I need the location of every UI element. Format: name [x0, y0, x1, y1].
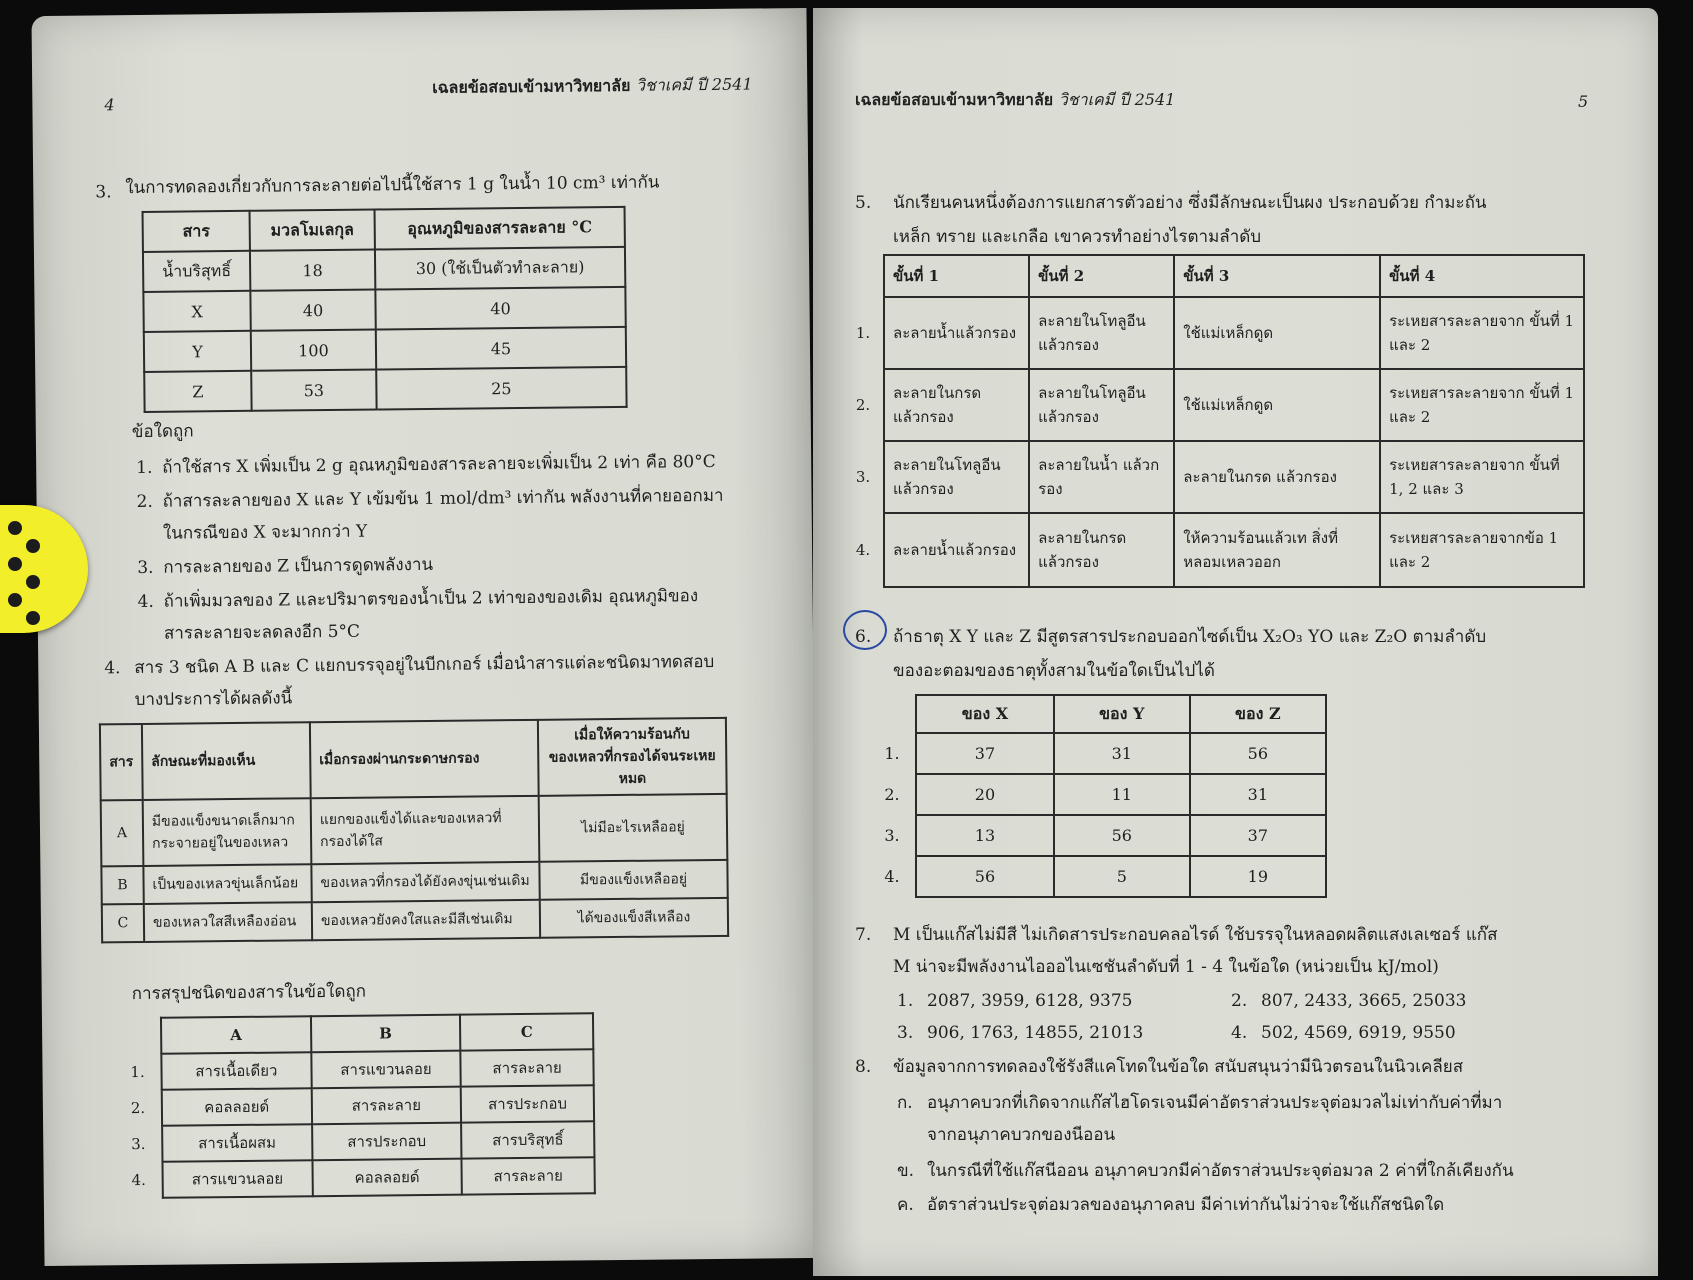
table-corner — [869, 695, 916, 733]
table-cell: ละลายน้ำแล้วกรอง — [884, 513, 1029, 587]
table-cell: 11 — [1054, 774, 1190, 815]
choice-number: 4. — [855, 541, 871, 559]
choice-number: 2. — [130, 1098, 146, 1118]
tab-dot — [26, 575, 40, 589]
page-number: 5 — [1578, 92, 1589, 111]
table-cell: 31 — [1190, 774, 1326, 815]
question-5-number: 5. — [855, 193, 872, 213]
table-cell: ของเหลวใสสีเหลืองอ่อน — [144, 902, 312, 942]
table-cell: ไม่มีอะไรเหลืออยู่ — [539, 794, 728, 862]
choice-text: 807, 2433, 3665, 25033 — [1261, 991, 1467, 1011]
table-cell: 31 — [1054, 733, 1190, 774]
choice-number: 4. — [137, 591, 154, 613]
choice-number: ค. — [897, 1195, 914, 1215]
table-cell: ละลายในโทลูอีน แล้วกรอง — [1029, 369, 1174, 441]
choice-text: 2087, 3959, 6128, 9375 — [927, 991, 1133, 1011]
table-header: ขั้นที่ 3 — [1174, 255, 1380, 297]
table-cell: ใช้แม่เหล็กดูด — [1174, 297, 1380, 369]
table-cell: ละลายน้ำแล้วกรอง — [884, 297, 1029, 369]
choice-number: 3. — [884, 826, 900, 845]
choice-number: 2. — [1231, 991, 1248, 1011]
table-header: ลักษณะที่มองเห็น — [142, 722, 311, 800]
question-4-answer-table — [114, 1012, 596, 1199]
table-cell: ระเหยสารละลายจาก ขั้นที่ 1 และ 2 — [1380, 369, 1584, 441]
question-3-stem: ในการทดลองเกี่ยวกับการละลายต่อไปนี้ใช้สาร 1 g ในน้ำ 10 cm³ เท่ากัน — [125, 172, 660, 199]
question-7-stem: M น่าจะมีพลังงานไอออไนเซชันลำดับที่ 1 - 4 ในข้อใด (หน่วยเป็น kJ/mol) — [893, 957, 1439, 977]
table-cell: 19 — [1190, 856, 1326, 897]
table-cell: 100 — [251, 330, 376, 371]
question-4-table — [99, 717, 729, 944]
choice-number: 4. — [131, 1170, 146, 1190]
question-4-number: 4. — [104, 658, 121, 679]
choice-number: 3. — [137, 557, 154, 579]
table-cell: สารละลาย — [462, 1157, 595, 1194]
table-corner — [843, 255, 884, 297]
table-cell: สารบริสุทธิ์ — [461, 1121, 594, 1158]
choice-number: 2. — [855, 396, 871, 414]
choice-number: 1. — [884, 744, 900, 763]
choice-number: 1. — [855, 324, 871, 342]
table-header: C — [460, 1013, 593, 1050]
question-5-stem: เหล็ก ทราย และเกลือ เขาควรทำอย่างไรตามลำดับ — [893, 227, 1262, 247]
table-cell: ระเหยสารละลายจากข้อ 1 และ 2 — [1380, 513, 1584, 587]
choice-number: 4. — [884, 867, 900, 886]
table-cell: สารละลาย — [311, 1087, 461, 1125]
table-cell: สารประกอบ — [461, 1085, 594, 1122]
tab-dot — [8, 557, 22, 571]
table-header: ของ X — [916, 695, 1054, 733]
question-4-stem: สาร 3 ชนิด A B และ C แยกบรรจุอยู่ในบีกเกอร์ เมื่อนำสารแต่ละชนิดมาทดสอบ — [134, 651, 715, 679]
table-cell: สารเนื้อเดียว — [161, 1052, 311, 1090]
table-cell: 13 — [916, 815, 1054, 856]
choice-number: 4. — [1231, 1023, 1248, 1043]
table-header: A — [161, 1016, 311, 1054]
question-6-stem: ของอะตอมของธาตุทั้งสามในข้อใดเป็นไปได้ — [893, 661, 1215, 681]
choice-text: ถ้าสารละลายของ X และ Y เข้มข้น 1 mol/dm³ เท่ากัน พลังงานที่คายออกมา — [162, 485, 724, 512]
table-cell: 20 — [916, 774, 1054, 815]
table-cell: 56 — [916, 856, 1054, 897]
table-cell: ละลายในกรด แล้วกรอง — [1174, 441, 1380, 513]
choice-number: 1. — [897, 991, 914, 1011]
table-header: เมื่อให้ความร้อนกับ ของเหลวที่กรองได้จนระเหยหมด — [538, 718, 727, 796]
table-cell: 25 — [376, 367, 626, 410]
table-cell: ละลายในกรด แล้วกรอง — [1029, 513, 1174, 587]
table-cell: X — [143, 291, 250, 332]
left-page — [31, 8, 819, 1266]
choice-number: 2. — [136, 491, 153, 513]
table-cell: 37 — [1190, 815, 1326, 856]
table-cell: มีของแข็งขนาดเล็กมาก กระจายอยู่ในของเหลว — [143, 798, 312, 866]
table-cell: แยกของแข็งได้และของเหลวที่ กรองได้ใส — [311, 796, 540, 864]
choice-number: 2. — [884, 785, 900, 804]
table-header: อุณหภูมิของสารละลาย °C — [374, 207, 624, 250]
table-cell: 56 — [1054, 815, 1190, 856]
table-header: สาร — [100, 724, 143, 800]
table-cell: ใช้แม่เหล็กดูด — [1174, 369, 1380, 441]
table-cell: 40 — [250, 290, 375, 331]
table-cell: สารแขวนลอย — [311, 1051, 461, 1089]
table-header: ของ Y — [1054, 695, 1190, 733]
choice-number: ข. — [897, 1161, 915, 1181]
table-cell: คอลลอยด์ — [162, 1088, 312, 1126]
table-cell: ระเหยสารละลายจาก ขั้นที่ 1, 2 และ 3 — [1380, 441, 1584, 513]
choice-text: การละลายของ Z เป็นการดูดพลังงาน — [163, 554, 434, 578]
choice-text: 906, 1763, 14855, 21013 — [927, 1023, 1144, 1043]
question-8-stem: ข้อมูลจากการทดลองใช้รังสีแคโทดในข้อใด สนับสนุนว่ามีนิวตรอนในนิวเคลียส — [893, 1057, 1464, 1077]
choice-number: 3. — [131, 1134, 146, 1154]
choice-text: ถ้าเพิ่มมวลของ Z และปริมาตรของน้ำเป็น 2 เท่าของของเดิม อุณหภูมิของ — [163, 586, 699, 612]
choice-number: ก. — [897, 1093, 913, 1113]
table-cell: 53 — [251, 370, 376, 411]
choice-text: สารละลายจะลดลงอีก 5°C — [163, 621, 361, 644]
table-cell: Y — [144, 331, 251, 372]
table-cell: 56 — [1190, 733, 1326, 774]
table-cell: A — [101, 800, 144, 866]
question-4-stem: บางประการได้ผลดังนี้ — [134, 688, 293, 711]
table-cell: ของเหลวยังคงใสและมีสีเช่นเดิม — [312, 900, 540, 940]
table-header: สาร — [143, 211, 250, 252]
table-header: มวลโมเลกุล — [250, 210, 375, 251]
table-cell: น้ำบริสุทธิ์ — [143, 251, 250, 292]
question-3-prompt: ข้อใดถูก — [131, 421, 194, 443]
tab-dot — [26, 611, 40, 625]
choice-text: ถ้าใช้สาร X เพิ่มเป็น 2 g อุณหภูมิของสารละลายจะเพิ่มเป็น 2 เท่า คือ 80°C — [162, 451, 716, 478]
question-5-stem: นักเรียนคนหนึ่งต้องการแยกสารตัวอย่าง ซึ่งมีลักษณะเป็นผง ประกอบด้วย กำมะถัน — [893, 193, 1487, 213]
choice-number: 3. — [855, 468, 871, 486]
tab-dot — [8, 521, 22, 535]
table-header: ของ Z — [1190, 695, 1326, 733]
table-cell: ของเหลวที่กรองได้ยังคงขุ่นเช่นเดิม — [311, 862, 539, 902]
choice-text: จากอนุภาคบวกของนีออน — [927, 1125, 1116, 1145]
table-cell: ได้ของแข็งสีเหลือง — [540, 898, 728, 938]
choice-text: ในกรณีที่ใช้แก๊สนีออน อนุภาคบวกมีค่าอัตราส่วนประจุต่อมวล 2 ค่าที่ใกล้เคียงกัน — [927, 1161, 1514, 1181]
table-header: ขั้นที่ 2 — [1029, 255, 1174, 297]
page-header: เฉลยข้อสอบเข้ามหาวิทยาลัย วิชาเคมี ปี 2541 — [432, 74, 753, 97]
table-cell: Z — [144, 371, 251, 412]
choice-text: ในกรณีของ X จะมากกว่า Y — [162, 521, 368, 544]
table-cell: C — [102, 904, 144, 942]
table-cell: สารประกอบ — [312, 1123, 462, 1161]
table-cell: 30 (ใช้เป็นตัวทำละลาย) — [375, 247, 625, 290]
choice-number: 1. — [136, 457, 153, 479]
table-cell: 18 — [250, 250, 375, 291]
table-cell: ละลายในโทลูอีน แล้วกรอง — [884, 441, 1029, 513]
handwritten-circle-mark — [843, 610, 887, 650]
question-4-prompt: การสรุปชนิดของสารในข้อใดถูก — [131, 981, 367, 1005]
table-header: เมื่อกรองผ่านกระดาษกรอง — [310, 720, 539, 798]
question-7-stem: M เป็นแก๊สไม่มีสี ไม่เกิดสารประกอบคลอไรด์ ใช้บรรจุในหลอดผลิตแสงเลเซอร์ แก๊ส — [893, 925, 1498, 945]
choice-text: 502, 4569, 6919, 9550 — [1261, 1023, 1456, 1043]
choice-text: อนุภาคบวกที่เกิดจากแก๊สไฮโดรเจนมีค่าอัตราส่วนประจุต่อมวลไม่เท่ากับค่าที่มา — [927, 1093, 1503, 1113]
question-6-number: 6. — [855, 627, 872, 647]
table-header: B — [311, 1015, 461, 1053]
question-8-number: 8. — [855, 1057, 872, 1077]
table-header: ขั้นที่ 1 — [884, 255, 1029, 297]
table-cell: 40 — [375, 287, 625, 330]
table-cell: ละลายในกรด แล้วกรอง — [884, 369, 1029, 441]
table-cell: 37 — [916, 733, 1054, 774]
table-cell: สารละลาย — [461, 1049, 594, 1086]
table-cell: 45 — [376, 327, 626, 370]
table-cell: มีของแข็งเหลืออยู่ — [539, 860, 727, 900]
table-cell: ให้ความร้อนแล้วเท สิ่งที่หลอมเหลวออก — [1174, 513, 1380, 587]
choice-number: 3. — [897, 1023, 914, 1043]
right-page — [813, 8, 1658, 1276]
table-cell: สารเนื้อผสม — [162, 1124, 312, 1162]
choice-text: อัตราส่วนประจุต่อมวลของอนุภาคลบ มีค่าเท่ากันไม่ว่าจะใช้แก๊สชนิดใด — [927, 1195, 1445, 1215]
tab-dot — [8, 593, 22, 607]
choice-number: 1. — [130, 1062, 145, 1082]
tab-dot — [26, 539, 40, 553]
table-header: ขั้นที่ 4 — [1380, 255, 1584, 297]
question-6-stem: ถ้าธาตุ X Y และ Z มีสูตรสารประกอบออกไซด์เป็น X₂O₃ YO และ Z₂O ตามลำดับ — [893, 627, 1487, 647]
question-5-table — [843, 254, 1585, 588]
page-number: 4 — [104, 95, 115, 115]
table-cell: ละลายในโทลูอีน แล้วกรอง — [1029, 297, 1174, 369]
table-cell: คอลลอยด์ — [312, 1159, 462, 1197]
question-7-number: 7. — [855, 925, 872, 945]
table-cell: สารแขวนลอย — [162, 1160, 312, 1198]
page-header: เฉลยข้อสอบเข้ามหาวิทยาลัย วิชาเคมี ปี 2541 — [855, 90, 1176, 109]
table-cell: ละลายในน้ำ แล้วกรอง — [1029, 441, 1174, 513]
table-cell: 5 — [1054, 856, 1190, 897]
question-3-table — [142, 206, 628, 413]
table-cell: เป็นของเหลวขุ่นเล็กน้อย — [143, 864, 311, 904]
table-cell: B — [101, 866, 143, 904]
table-corner — [114, 1018, 161, 1054]
question-3-number: 3. — [95, 182, 112, 203]
table-cell: ระเหยสารละลายจาก ขั้นที่ 1 และ 2 — [1380, 297, 1584, 369]
question-6-table — [869, 694, 1327, 898]
